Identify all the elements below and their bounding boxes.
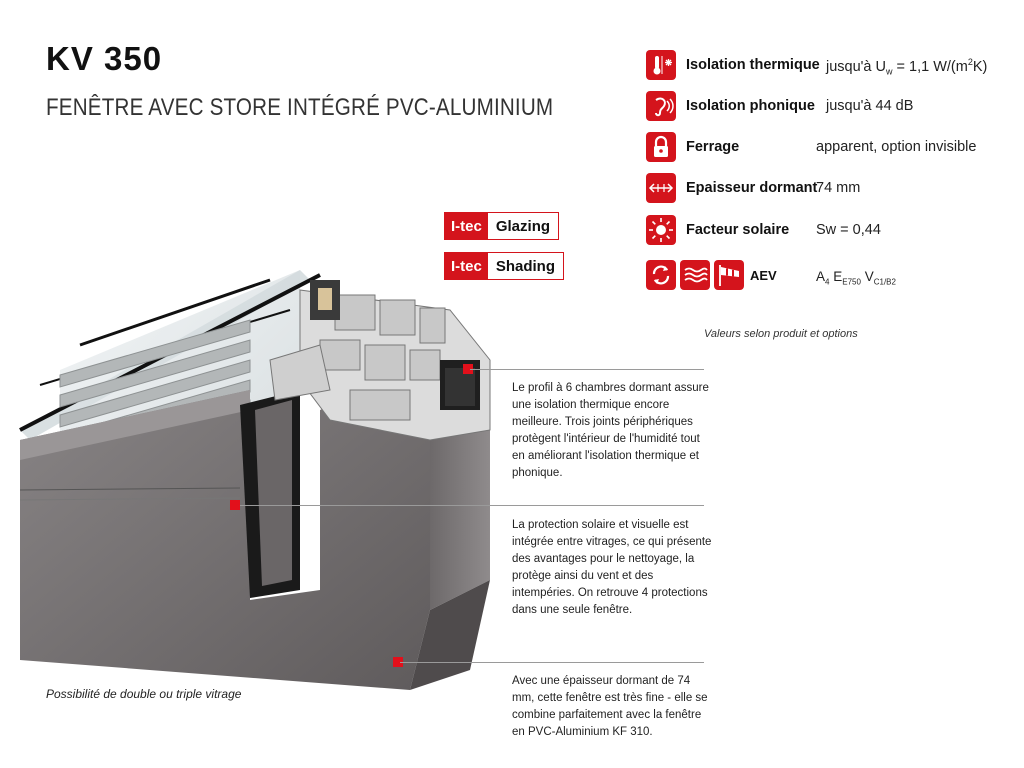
ear-sound-icon (646, 91, 676, 121)
waves-icon (680, 260, 710, 290)
spec-value: jusqu'à $U_w = 1,1$ $W/(m^2K)$ (826, 57, 988, 77)
product-title: KV 350 (46, 40, 163, 77)
spec-value: jusqu'à 44 dB (826, 98, 914, 114)
description-shading: La protection solaire et visuelle est intégrée entre vitrages, ce qui présente des avantages pour le nettoyage, la protège ainsi du vent et des intempéries. On retrouve 4 protections dans une seule fenêtre. (512, 519, 712, 616)
spec-value: Sw = 0,44 (816, 222, 881, 238)
sun-icon (646, 215, 676, 245)
width-arrows-icon (646, 173, 676, 203)
connector-line-2 (240, 505, 704, 506)
product-subtitle: FENÊTRE AVEC STORE INTÉGRÉ PVC-ALUMINIUM (46, 94, 554, 121)
spec-label: Isolation thermique (686, 57, 820, 73)
badge-label: Shading (495, 257, 556, 275)
windsock-icon (714, 260, 744, 290)
description-profile: Le profil à 6 chambres dormant assure une isolation thermique encore meilleure. Trois joints périphériques protègent l'intérieur de l'humidité tout en améliorant l'isolation thermique et phonique. (512, 382, 709, 479)
spec-value: apparent, option invisible (816, 139, 977, 155)
spec-label: Epaisseur dormant (686, 180, 818, 196)
spec-acoustic (646, 91, 1006, 121)
badge-brand: I-tec (445, 253, 488, 279)
spec-solar (646, 215, 1006, 245)
values-note: Valeurs selon produit et options (704, 328, 858, 340)
description-frame: Avec une épaisseur dormant de 74 mm, cette fenêtre est très fine - elle se combine parfaitement avec la fenêtre en PVC-Aluminium KF 310. (512, 675, 708, 738)
badge-label: Glazing (495, 217, 551, 235)
thermometer-snowflake-icon (646, 50, 676, 80)
badge-shading (444, 252, 564, 280)
window-profile-illustration (0, 250, 520, 710)
glazing-caption: Possibilité de double ou triple vitrage (46, 687, 242, 701)
spec-hardware (646, 132, 1006, 162)
badge-brand: I-tec (445, 213, 488, 239)
spec-label: Ferrage (686, 139, 740, 155)
spec-value: 74 mm (816, 180, 861, 196)
spec-aev (646, 260, 1006, 290)
spec-frame-depth (646, 173, 1006, 203)
spec-value: $A_4$ $E_{E750}$ $V_{C1/B2}$ (816, 269, 896, 287)
spec-label: AEV (750, 268, 777, 283)
badge-glazing (444, 212, 559, 240)
spec-thermal (646, 50, 1006, 80)
pvc-profile (270, 280, 490, 440)
spec-label: Isolation phonique (686, 98, 815, 114)
spec-label: Facteur solaire (686, 222, 790, 238)
marker-blind (230, 500, 240, 510)
connector-line-3 (400, 662, 704, 663)
padlock-icon (646, 132, 676, 162)
connector-line-1 (470, 369, 704, 370)
refresh-icon (646, 260, 676, 290)
